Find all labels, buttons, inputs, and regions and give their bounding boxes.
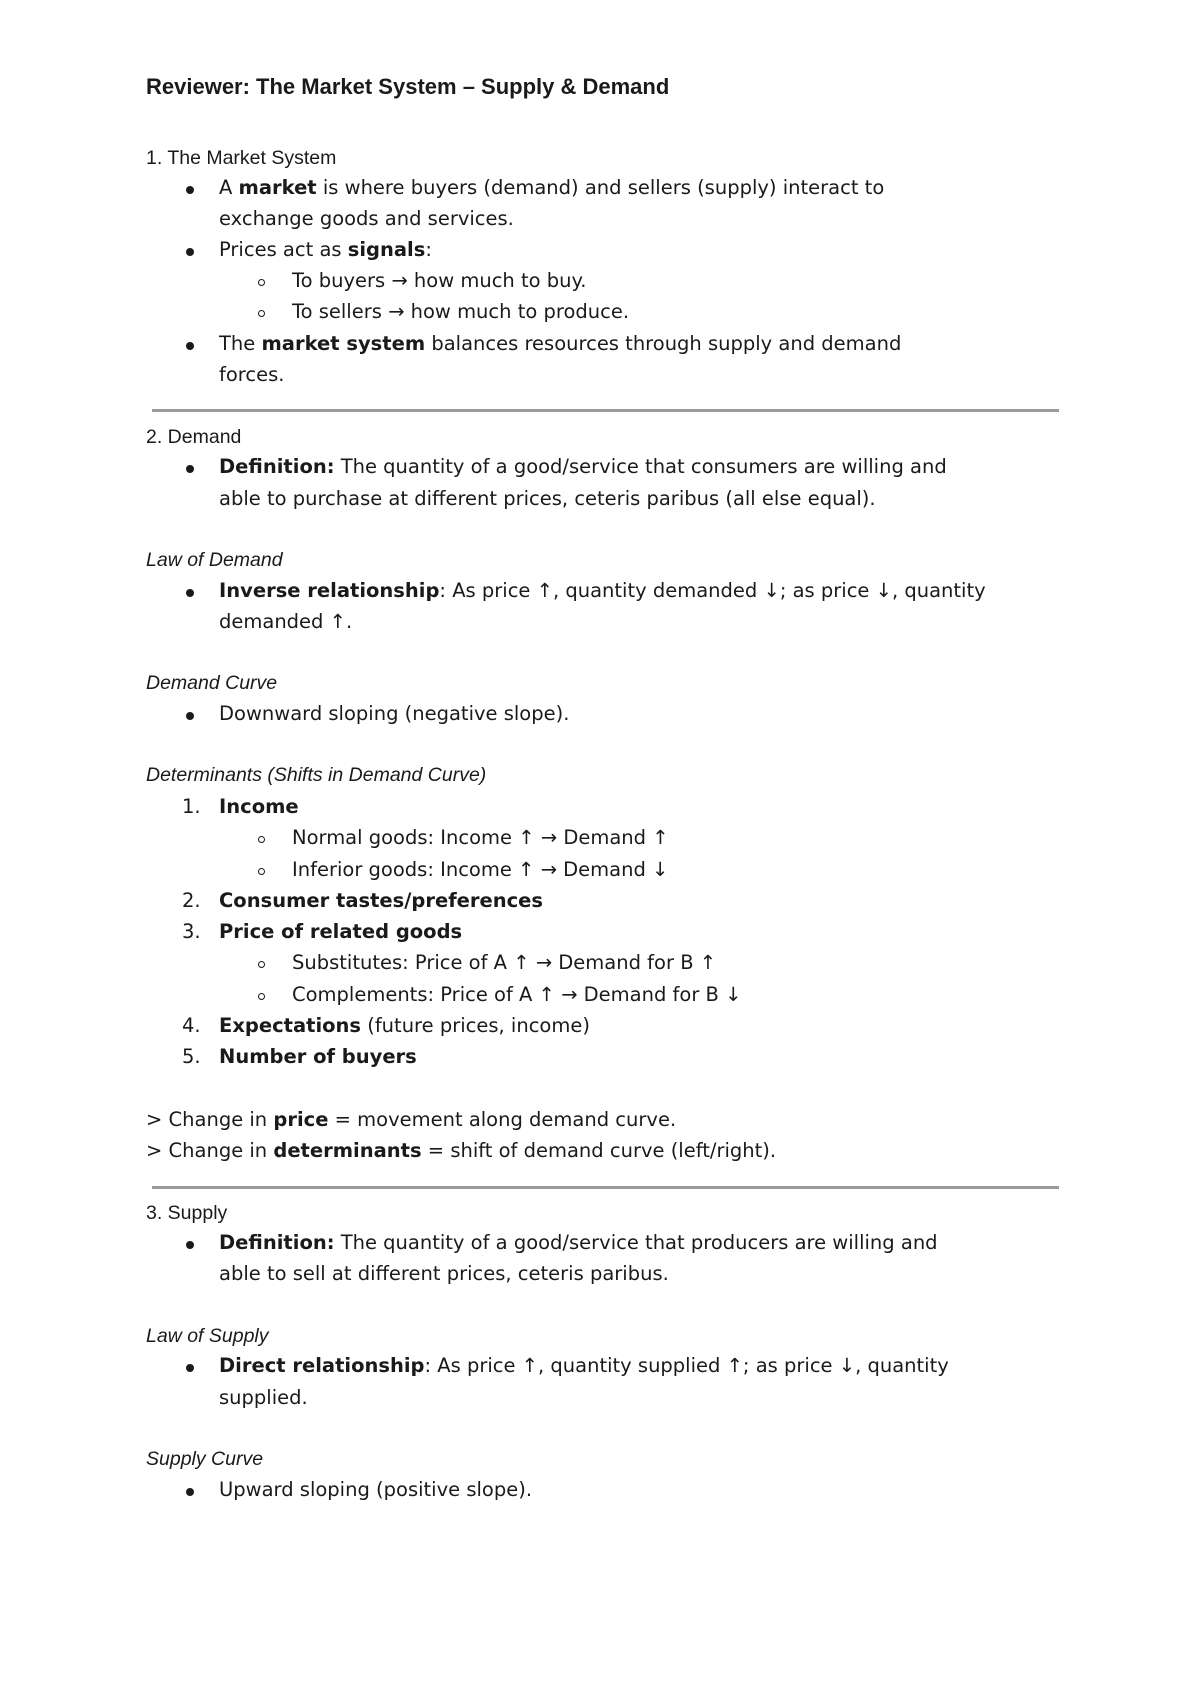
sub-bullet-circle <box>258 310 265 317</box>
note-price-change: > Change in price = movement along demand curve. <box>146 1108 677 1131</box>
signal-sellers-item: To sellers → how much to produce. <box>292 300 630 323</box>
market-system-bullet-line1: The market system balances resources through supply and demand <box>219 332 902 355</box>
demand-curve-heading: Demand Curve <box>146 672 278 694</box>
bullet-dot <box>186 1364 194 1372</box>
determinant-related-goods: Price of related goods <box>219 920 463 943</box>
law-of-demand-line1: Inverse relationship: As price ↑, quantity demanded ↓; as price ↓, quantity <box>219 579 986 602</box>
bullet-dot <box>186 712 194 720</box>
bullet-dot <box>186 248 194 256</box>
determinant-expectations: Expectations (future prices, income) <box>219 1014 590 1037</box>
bullet-dot <box>186 1488 194 1496</box>
section-heading-market-system: 1. The Market System <box>146 147 337 169</box>
demand-definition-line1: Definition: The quantity of a good/service that consumers are willing and <box>219 455 947 478</box>
complements-item: Complements: Price of A ↑ → Demand for B ↓ <box>292 983 742 1006</box>
law-of-supply-line2: supplied. <box>219 1386 308 1409</box>
signal-buyers-item: To buyers → how much to buy. <box>292 269 587 292</box>
market-bullet-line2: exchange goods and services. <box>219 207 514 230</box>
sub-bullet-circle <box>258 993 265 1000</box>
law-of-demand-heading: Law of Demand <box>146 549 283 571</box>
document-title: Reviewer: The Market System – Supply & Demand <box>146 74 670 99</box>
list-number: 1. <box>182 795 201 818</box>
note-determinants-change: > Change in determinants = shift of demand curve (left/right). <box>146 1139 777 1162</box>
bullet-dot <box>186 1241 194 1249</box>
inferior-goods-item: Inferior goods: Income ↑ → Demand ↓ <box>292 858 669 881</box>
list-number: 2. <box>182 889 201 912</box>
demand-definition-line2: able to purchase at different prices, ceteris paribus (all else equal). <box>219 487 876 510</box>
determinants-heading: Determinants (Shifts in Demand Curve) <box>146 764 487 786</box>
supply-curve-heading: Supply Curve <box>146 1448 264 1470</box>
bullet-dot <box>186 589 194 597</box>
horizontal-rule <box>152 1186 1059 1189</box>
determinant-tastes: Consumer tastes/preferences <box>219 889 544 912</box>
list-number: 5. <box>182 1045 201 1068</box>
determinant-income: Income <box>219 795 299 818</box>
section-heading-supply: 3. Supply <box>146 1202 228 1224</box>
determinant-buyers: Number of buyers <box>219 1045 417 1068</box>
supply-curve-item: Upward sloping (positive slope). <box>219 1478 533 1501</box>
horizontal-rule <box>152 409 1059 412</box>
supply-definition-line2: able to sell at different prices, ceteris paribus. <box>219 1262 669 1285</box>
law-of-demand-line2: demanded ↑. <box>219 610 353 633</box>
law-of-supply-line1: Direct relationship: As price ↑, quantity supplied ↑; as price ↓, quantity <box>219 1354 949 1377</box>
sub-bullet-circle <box>258 868 265 875</box>
sub-bullet-circle <box>258 836 265 843</box>
market-bullet-line1: A market is where buyers (demand) and sellers (supply) interact to <box>219 176 885 199</box>
sub-bullet-circle <box>258 961 265 968</box>
signals-bullet: Prices act as signals: <box>219 238 432 261</box>
list-number: 3. <box>182 920 201 943</box>
sub-bullet-circle <box>258 279 265 286</box>
bullet-dot <box>186 465 194 473</box>
supply-definition-line1: Definition: The quantity of a good/service that producers are willing and <box>219 1231 938 1254</box>
normal-goods-item: Normal goods: Income ↑ → Demand ↑ <box>292 826 669 849</box>
bullet-dot <box>186 186 194 194</box>
section-heading-demand: 2. Demand <box>146 426 242 448</box>
demand-curve-item: Downward sloping (negative slope). <box>219 702 570 725</box>
bullet-dot <box>186 342 194 350</box>
market-system-bullet-line2: forces. <box>219 363 285 386</box>
list-number: 4. <box>182 1014 201 1037</box>
law-of-supply-heading: Law of Supply <box>146 1325 269 1347</box>
substitutes-item: Substitutes: Price of A ↑ → Demand for B ↑ <box>292 951 717 974</box>
